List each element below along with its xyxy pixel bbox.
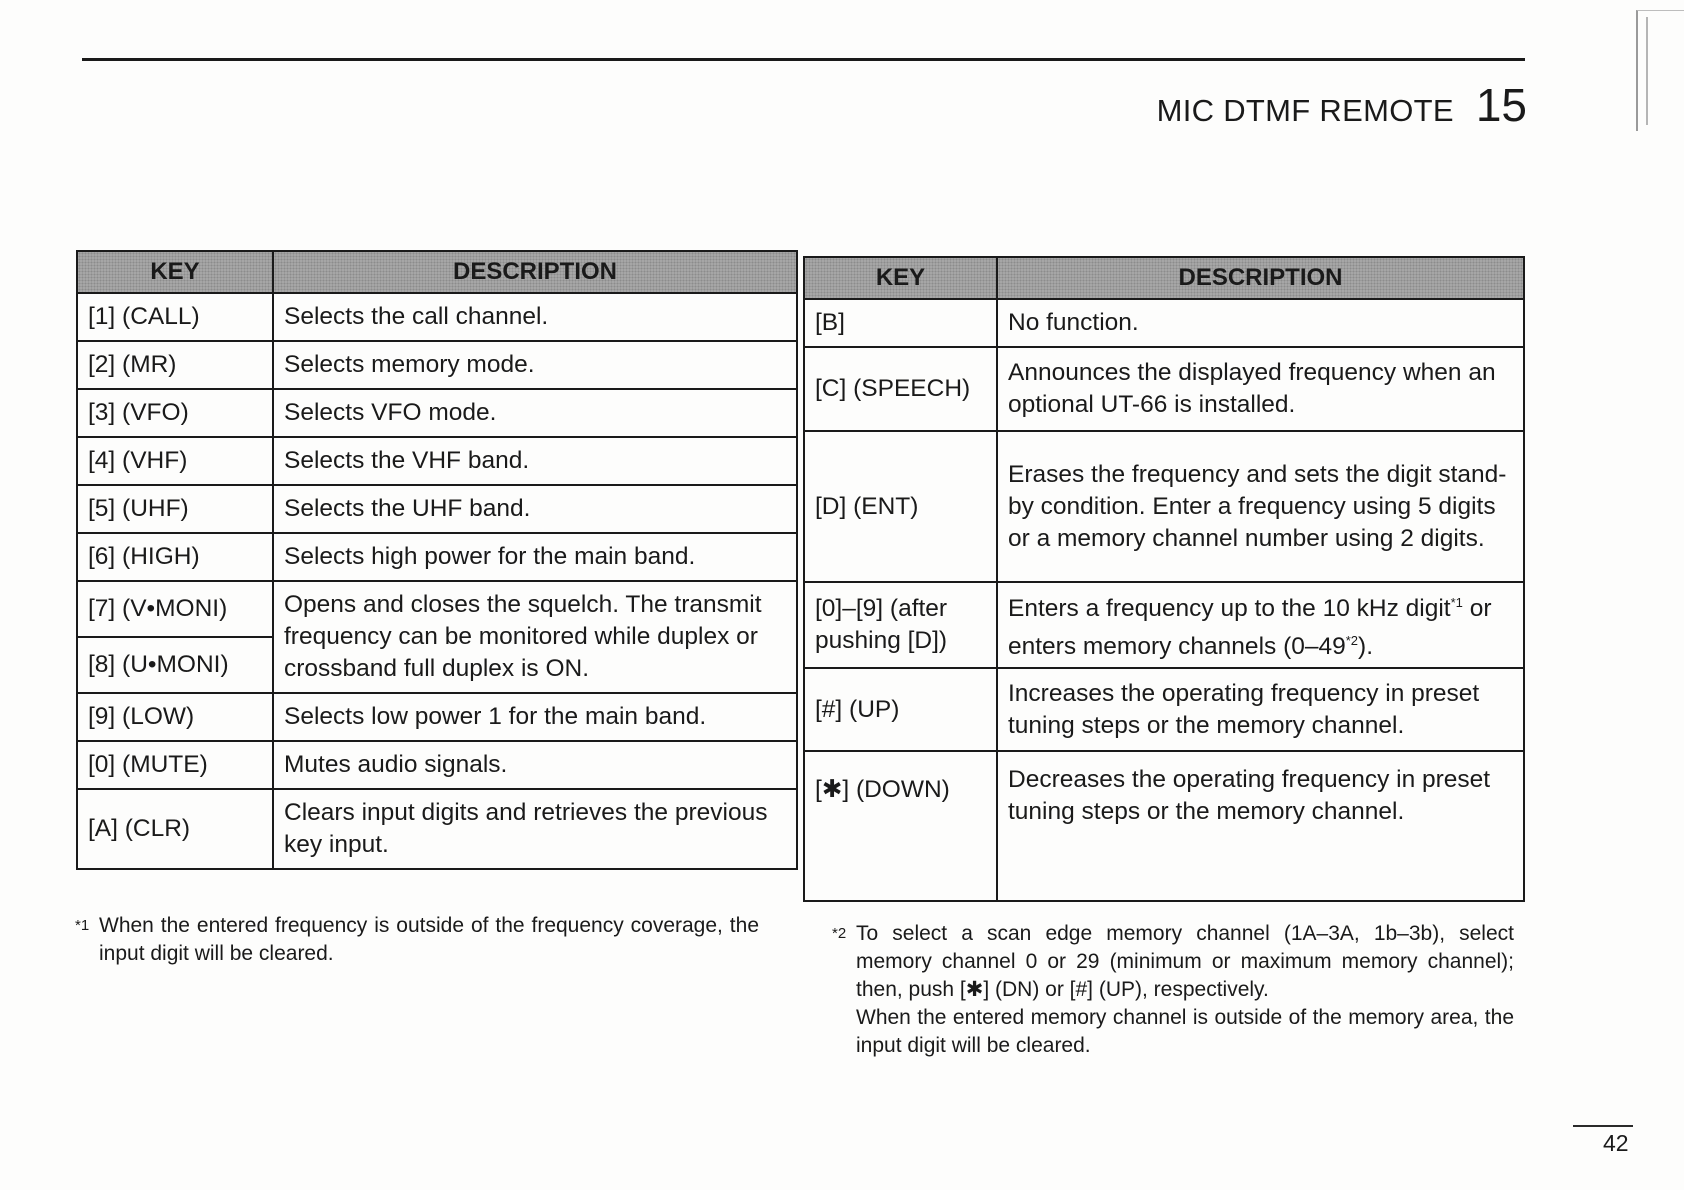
table-row <box>77 485 797 533</box>
description-cell: Selects low power 1 for the main band. <box>273 693 797 741</box>
table-divider <box>796 250 802 870</box>
key-cell: [9] (LOW) <box>77 693 273 741</box>
description-text: ). <box>1358 633 1373 661</box>
footnote-ref: *2 <box>1345 633 1359 649</box>
chapter-number: 15 <box>1475 79 1527 131</box>
column-header-description: DESCRIPTION <box>997 257 1524 299</box>
description-cell: Selects VFO mode. <box>273 389 797 437</box>
table-row <box>77 533 797 581</box>
footnote-ref: *1 <box>1450 595 1463 610</box>
table-header-row <box>804 257 1524 299</box>
key-cell: [5] (UHF) <box>77 485 273 533</box>
description-cell: Mutes audio signals. <box>273 741 797 789</box>
column-header-description: DESCRIPTION <box>273 251 797 293</box>
table-row <box>804 582 1524 668</box>
key-cell: [#] (UP) <box>804 668 997 751</box>
key-cell: [6] (HIGH) <box>77 533 273 581</box>
description-cell: Erases the frequency and sets the digit stand-by condition. Enter a frequency using 5 digits or a memory channel number using 2 digits. <box>997 431 1524 582</box>
key-cell: [A] (CLR) <box>77 789 273 869</box>
table-row <box>77 437 797 485</box>
key-cell: [1] (CALL) <box>77 293 273 341</box>
key-cell: [D] (ENT) <box>804 431 997 582</box>
footnote-1 <box>75 912 759 968</box>
key-cell: [B] <box>804 299 997 347</box>
page-number-rule <box>1573 1125 1633 1127</box>
description-cell: Opens and closes the squelch. The transmit frequency can be monitored while duplex or crossband full duplex is ON. <box>273 581 797 693</box>
table-row <box>77 581 797 637</box>
top-rule <box>82 58 1525 61</box>
description-cell: Selects the UHF band. <box>273 485 797 533</box>
table-row <box>77 693 797 741</box>
key-cell: [0] (MUTE) <box>77 741 273 789</box>
description-cell: Clears input digits and retrieves the previous key input. <box>273 789 797 869</box>
key-cell: [4] (VHF) <box>77 437 273 485</box>
key-cell: [3] (VFO) <box>77 389 273 437</box>
description-cell: Announces the displayed frequency when an optional UT-66 is installed. <box>997 347 1524 431</box>
page-number: 42 <box>1603 1130 1629 1156</box>
description-cell: Selects the call channel. <box>273 293 797 341</box>
table-row <box>77 341 797 389</box>
table-row <box>804 347 1524 431</box>
footnote-2 <box>832 920 1514 1060</box>
footnote-mark: *2 <box>832 925 847 942</box>
table-row <box>77 389 797 437</box>
key-cell: [C] (SPEECH) <box>804 347 997 431</box>
table-row <box>77 789 797 869</box>
column-header-key: KEY <box>77 251 273 293</box>
key-cell: [2] (MR) <box>77 341 273 389</box>
footnote-mark: *1 <box>75 917 90 934</box>
key-cell: [✱] (DOWN) <box>804 751 997 901</box>
table-row <box>804 751 1524 901</box>
table-row <box>804 668 1524 751</box>
table-row <box>77 741 797 789</box>
footnote-text: When the entered memory channel is outside of the memory area, the input digit will be cleared. <box>856 1006 1514 1057</box>
description-cell: Selects the VHF band. <box>273 437 797 485</box>
key-cell: [8] (U•MONI) <box>77 637 273 693</box>
key-table-left <box>76 250 798 870</box>
scan-edge-mark <box>1636 10 1684 131</box>
key-cell: [7] (V•MONI) <box>77 581 273 637</box>
footnote-text: To select a scan edge memory channel (1A–3A, 1b–3b), select memory channel 0 or 29 (minimum or maximum memory channel); then, push [✱] (DN) or [#] (UP), respectively. <box>856 922 1514 1001</box>
chapter-title: MIC DTMF REMOTE <box>1156 93 1454 128</box>
table-row <box>77 293 797 341</box>
description-cell: Selects high power for the main band. <box>273 533 797 581</box>
description-cell <box>997 582 1524 668</box>
description-text: or enters memory channels (0–49 <box>1008 595 1492 661</box>
table-row <box>804 299 1524 347</box>
page-header <box>1157 78 1527 132</box>
description-cell: No function. <box>997 299 1524 347</box>
key-table-right <box>803 256 1525 902</box>
description-text: Enters a frequency up to the 10 kHz digit <box>1008 595 1451 623</box>
description-cell: Decreases the operating frequency in preset tuning steps or the memory channel. <box>997 751 1524 901</box>
table-row <box>804 431 1524 582</box>
description-cell: Increases the operating frequency in preset tuning steps or the memory channel. <box>997 668 1524 751</box>
column-header-key: KEY <box>804 257 997 299</box>
key-cell: [0]–[9] (after pushing [D]) <box>804 582 997 668</box>
description-cell: Selects memory mode. <box>273 341 797 389</box>
footnote-text: When the entered frequency is outside of the frequency coverage, the input digit will be cleared. <box>99 914 759 965</box>
table-header-row <box>77 251 797 293</box>
